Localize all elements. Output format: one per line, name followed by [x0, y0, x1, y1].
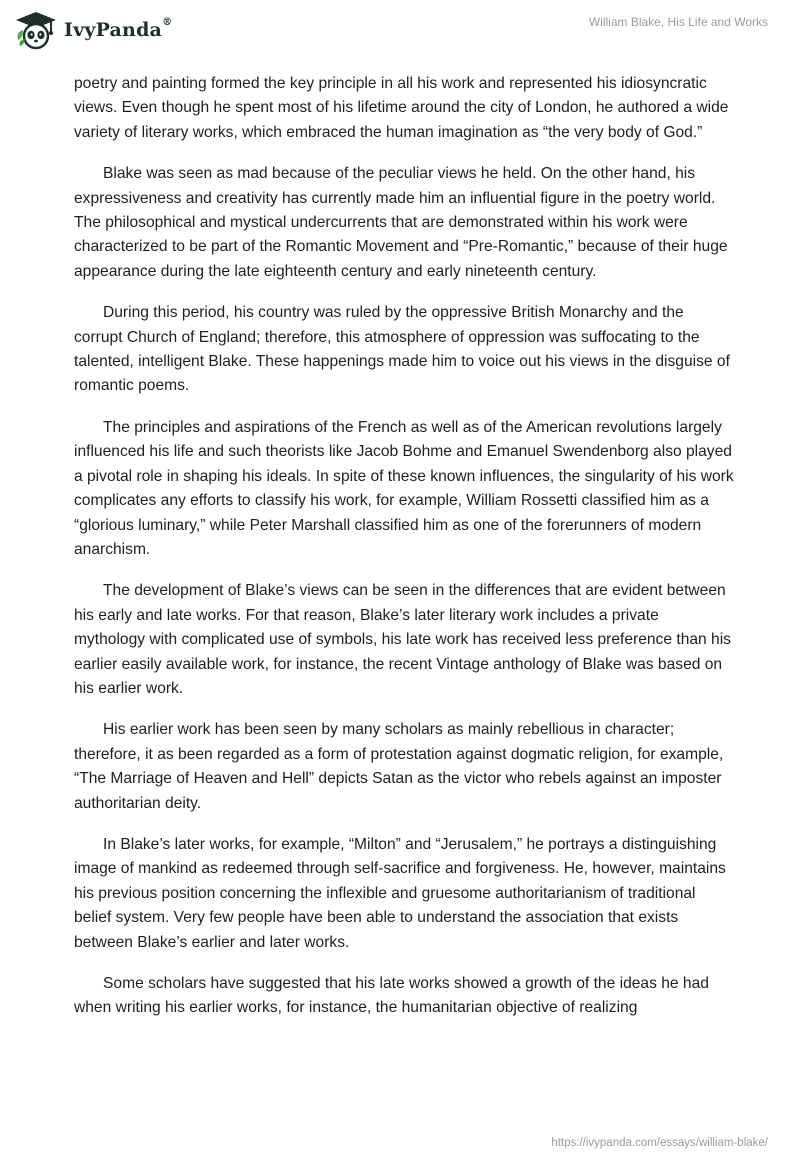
registered-mark: ®	[162, 17, 173, 28]
paragraph: His earlier work has been seen by many scholars as mainly rebellious in character; therefore, it as been regarded as a form of protestation against dogmatic religion, for example, “The Marriage of Heaven and Hell” depicts Satan as the victor who rebels against an imposter authoritarian deity.	[74, 721, 724, 812]
paragraph: Some scholars have suggested that his late works showed a growth of the ideas he had when writing his earlier works, for instance, the humanitarian objective of realizing	[74, 975, 709, 1017]
brand-name	[64, 19, 172, 41]
paragraph: Blake was seen as mad because of the peculiar views he held. On the other hand, his expressiveness and creativity has currently made him an influential figure in the poetry world. The philosophical and mystical undercurrents that are demonstrated within his work were characterized to be part of the Romantic Movement and “Pre-Romantic,” because of their huge appearance during the late eighteenth century and early nineteenth century.	[74, 165, 728, 280]
paragraph: The principles and aspirations of the French as well as of the American revolutions largely influenced his life and such theorists like Jacob Bohme and Emanuel Swendenborg also played a pivotal role in shaping his ideals. In spite of these known influences, the singularity of his work complicates any efforts to classify his work, for example, William Rossetti classified him as a “glorious luminary,” while Peter Marshall classified him as one of the forerunners of modern anarchism.	[74, 418, 734, 558]
paragraph: During this period, his country was ruled by the oppressive British Monarchy and the corrupt Church of England; therefore, this atmosphere of oppression was suffocating to the talented, intelligent Blake. These happenings made him to voice out his views in the disguise of romantic poems.	[74, 304, 730, 395]
ivypanda-logo[interactable]	[14, 10, 172, 50]
paragraph: poetry and painting formed the key principle in all his work and represented his idiosyncratic views. Even though he spent most of his lifetime around the city of London, he authored a wide variety of literary works, which embraced the human imagination as “the very body of God.”	[74, 75, 729, 141]
essay-body	[74, 72, 734, 1038]
panda-graduate-icon	[14, 10, 58, 50]
page-header	[0, 0, 800, 70]
brand-text: IvyPanda	[64, 19, 163, 41]
paragraph: In Blake’s later works, for example, “Milton” and “Jerusalem,” he portrays a distinguishing image of mankind as redeemed through self-sacrifice and forgiveness. He, however, maintains his previous position concerning the inflexible and gruesome authoritarianism of traditional belief system. Very few people have been able to understand the association that exists between Blake’s earlier and later works.	[74, 835, 726, 951]
paragraph: The development of Blake’s views can be seen in the differences that are evident between his early and late works. For that reason, Blake’s later literary work includes a private mythology with complicated use of symbols, his late work has received less preference than his earlier easily available work, for instance, the recent Vintage anthology of Blake was based on his earlier work.	[74, 582, 731, 697]
document-title: William Blake, His Life and Works	[588, 15, 768, 29]
source-url-link[interactable]: https://ivypanda.com/essays/william-blake/	[551, 1137, 768, 1149]
